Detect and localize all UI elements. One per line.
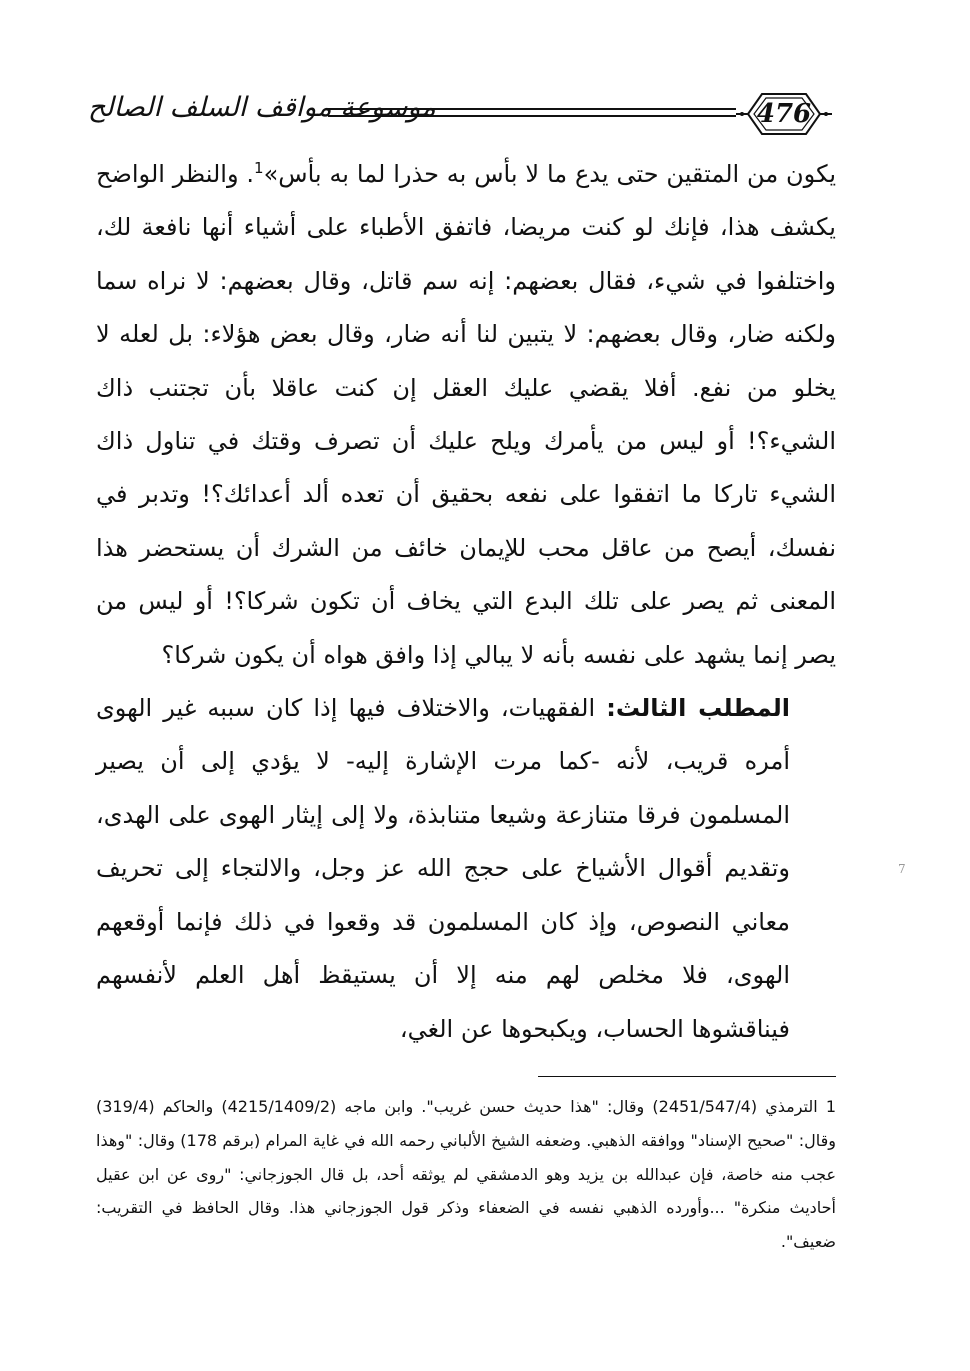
paragraph-1-start: يكون من المتقين حتى يدع ما لا بأس به حذرا لما به بأس» (263, 160, 837, 188)
main-text (96, 148, 836, 1056)
footnote-reference[interactable]: 1 (254, 159, 264, 177)
paragraph-1-rest: . والنظر الواضح يكشف هذا، فإنك لو كنت مريضا، فاتفق الأطباء على أشياء أنها نافعة لك، واختلفوا في شيء، فقال بعضهم: إنه سم قاتل، وقال بعضهم: لا نراه سما ولكنه ضار، وقال بعضهم: لا يتبين لنا أنه ضار، وقال بعض هؤلاء: بل لعله لا يخلو من نفع. أفلا يقضي عليك العقل إن كنت عاقلا بأن تجتنب ذاك الشيء؟! أو ليس من يأمرك ويلح عليك أن تصرف وقتك في تناول ذاك الشيء تاركا ما اتفقوا على نفعه بحقيق أن تعده ألد أعدائك؟! وتدبر في نفسك، أيصح من عاقل محب للإيمان خائف من الشرك أن يستحضر هذا المعنى ثم يصر على تلك البدع التي يخاف أن تكون شركا؟! أو ليس من يصر إنما يشهد على نفسه بأنه لا يبالي إذا وافق هواه أن يكون شركا؟ (96, 160, 836, 669)
section-heading: المطلب الثالث: (606, 694, 791, 723)
book-title: موسوعة مواقف السلف الصالح (88, 92, 436, 123)
page-number-badge (734, 88, 834, 140)
page-header (88, 88, 848, 144)
page-number: 476 (756, 99, 812, 129)
footnote-1: 1 الترمذي (2451/547/4) وقال: "هذا حديث حسن غريب". وابن ماجه (4215/1409/2) والحاكم (319/4) وقال: "صحيح الإسناد" ووافقه الذهبي. وضعفه الشيخ الألباني رحمه الله في غاية المرام (برقم 178) وقال: "وهذا عجب منه خاصة، فإن عبدالله بن يزيد وهو الدمشقي لم يوثقه أحد، بل قال الجوزجاني: "روى عن ابن عقيل أحاديث منكرة" ...وأورده الذهبي نفسه في الضعفاء وذكر قول الجوزجاني هذا. وقال الحافظ في التقريب: ضعيف". (96, 1097, 837, 1252)
margin-mark: 7 (898, 862, 906, 876)
paragraph-2-text: الفقهيات، والاختلاف فيها إذا كان سببه غير الهوى أمره قريب، لأنه -كما مرت الإشارة إليه- لا يؤدي إلى أن يصير المسلمون فرقا متنازعة وشيعا متنابذة، ولا إلى إيثار الهوى على الهدى، وتقديم أقوال الأشياخ على حجج الله عز وجل، والالتجاء إلى تحريف معاني النصوص، وإذ كان المسلمون قد وقعوا في ذلك فإنما أوقعهم الهوى، فلا مخلص لهم منه إلا أن يستيقظ أهل العلم لأنفسهم فيناقشوها الحساب، ويكبحوها عن الغي، (96, 694, 790, 1043)
footnotes (96, 1090, 836, 1259)
paragraph-2 (96, 682, 836, 1056)
header-double-rule (328, 108, 736, 117)
paragraph-1 (96, 148, 836, 682)
footnote-separator (538, 1076, 836, 1077)
